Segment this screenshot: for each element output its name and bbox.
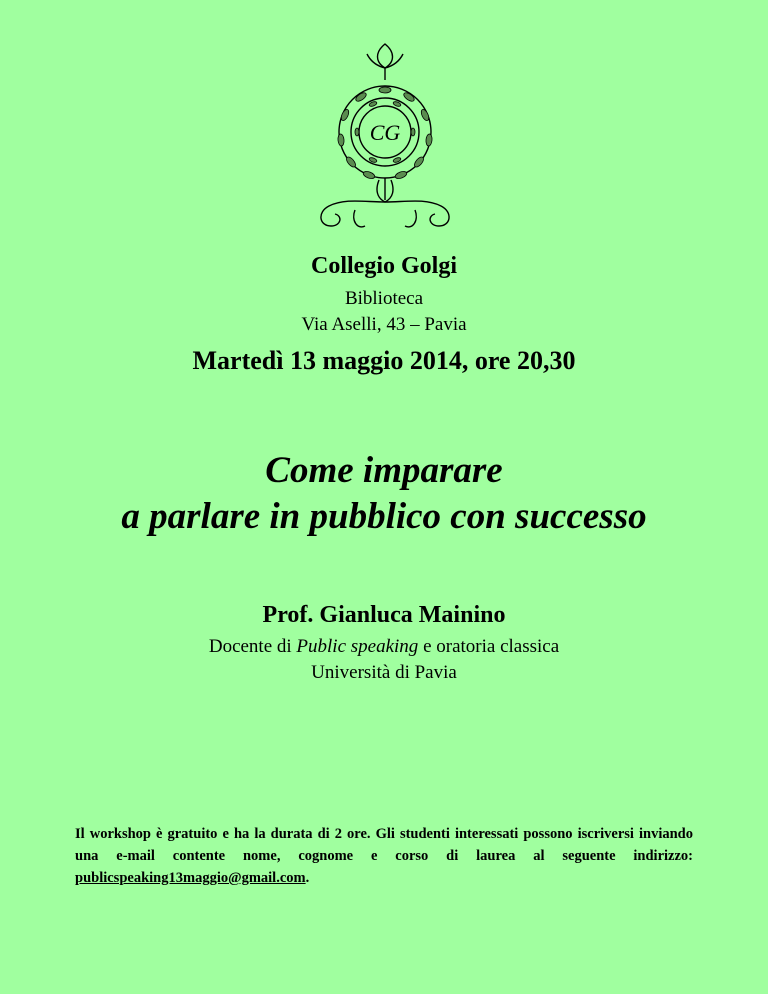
event-datetime: Martedì 13 maggio 2014, ore 20,30 xyxy=(192,346,576,375)
address: Via Aselli, 43 – Pavia xyxy=(301,314,467,335)
speaker-name: Prof. Gianluca Mainino xyxy=(262,602,506,628)
venue: Biblioteca xyxy=(344,288,424,309)
institution-name: Collegio Golgi xyxy=(311,253,457,279)
notice-end: . xyxy=(305,870,310,886)
laurel-wreath-emblem xyxy=(305,40,465,240)
speaker-role-italic: Public speaking xyxy=(296,636,419,657)
speaker-role-suffix: e oratoria classica xyxy=(418,636,560,657)
registration-notice xyxy=(75,823,693,889)
event-title-line1: Come imparare xyxy=(265,450,503,491)
speaker-affiliation: Università di Pavia xyxy=(311,662,457,683)
notice-text: Il workshop è gratuito e ha la durata di 2 ore. Gli studenti interessati possono iscriversi inviando una e-mail contente nome, cognome e corso di laurea al seguente indirizzo: xyxy=(75,826,693,864)
event-title-line2: a parlare in pubblico con successo xyxy=(121,496,647,537)
speaker-role xyxy=(0,636,768,658)
monogram: CG xyxy=(369,120,401,145)
speaker-role-prefix: Docente di xyxy=(208,636,297,657)
email-link[interactable]: publicspeaking13maggio@gmail.com xyxy=(75,870,306,886)
